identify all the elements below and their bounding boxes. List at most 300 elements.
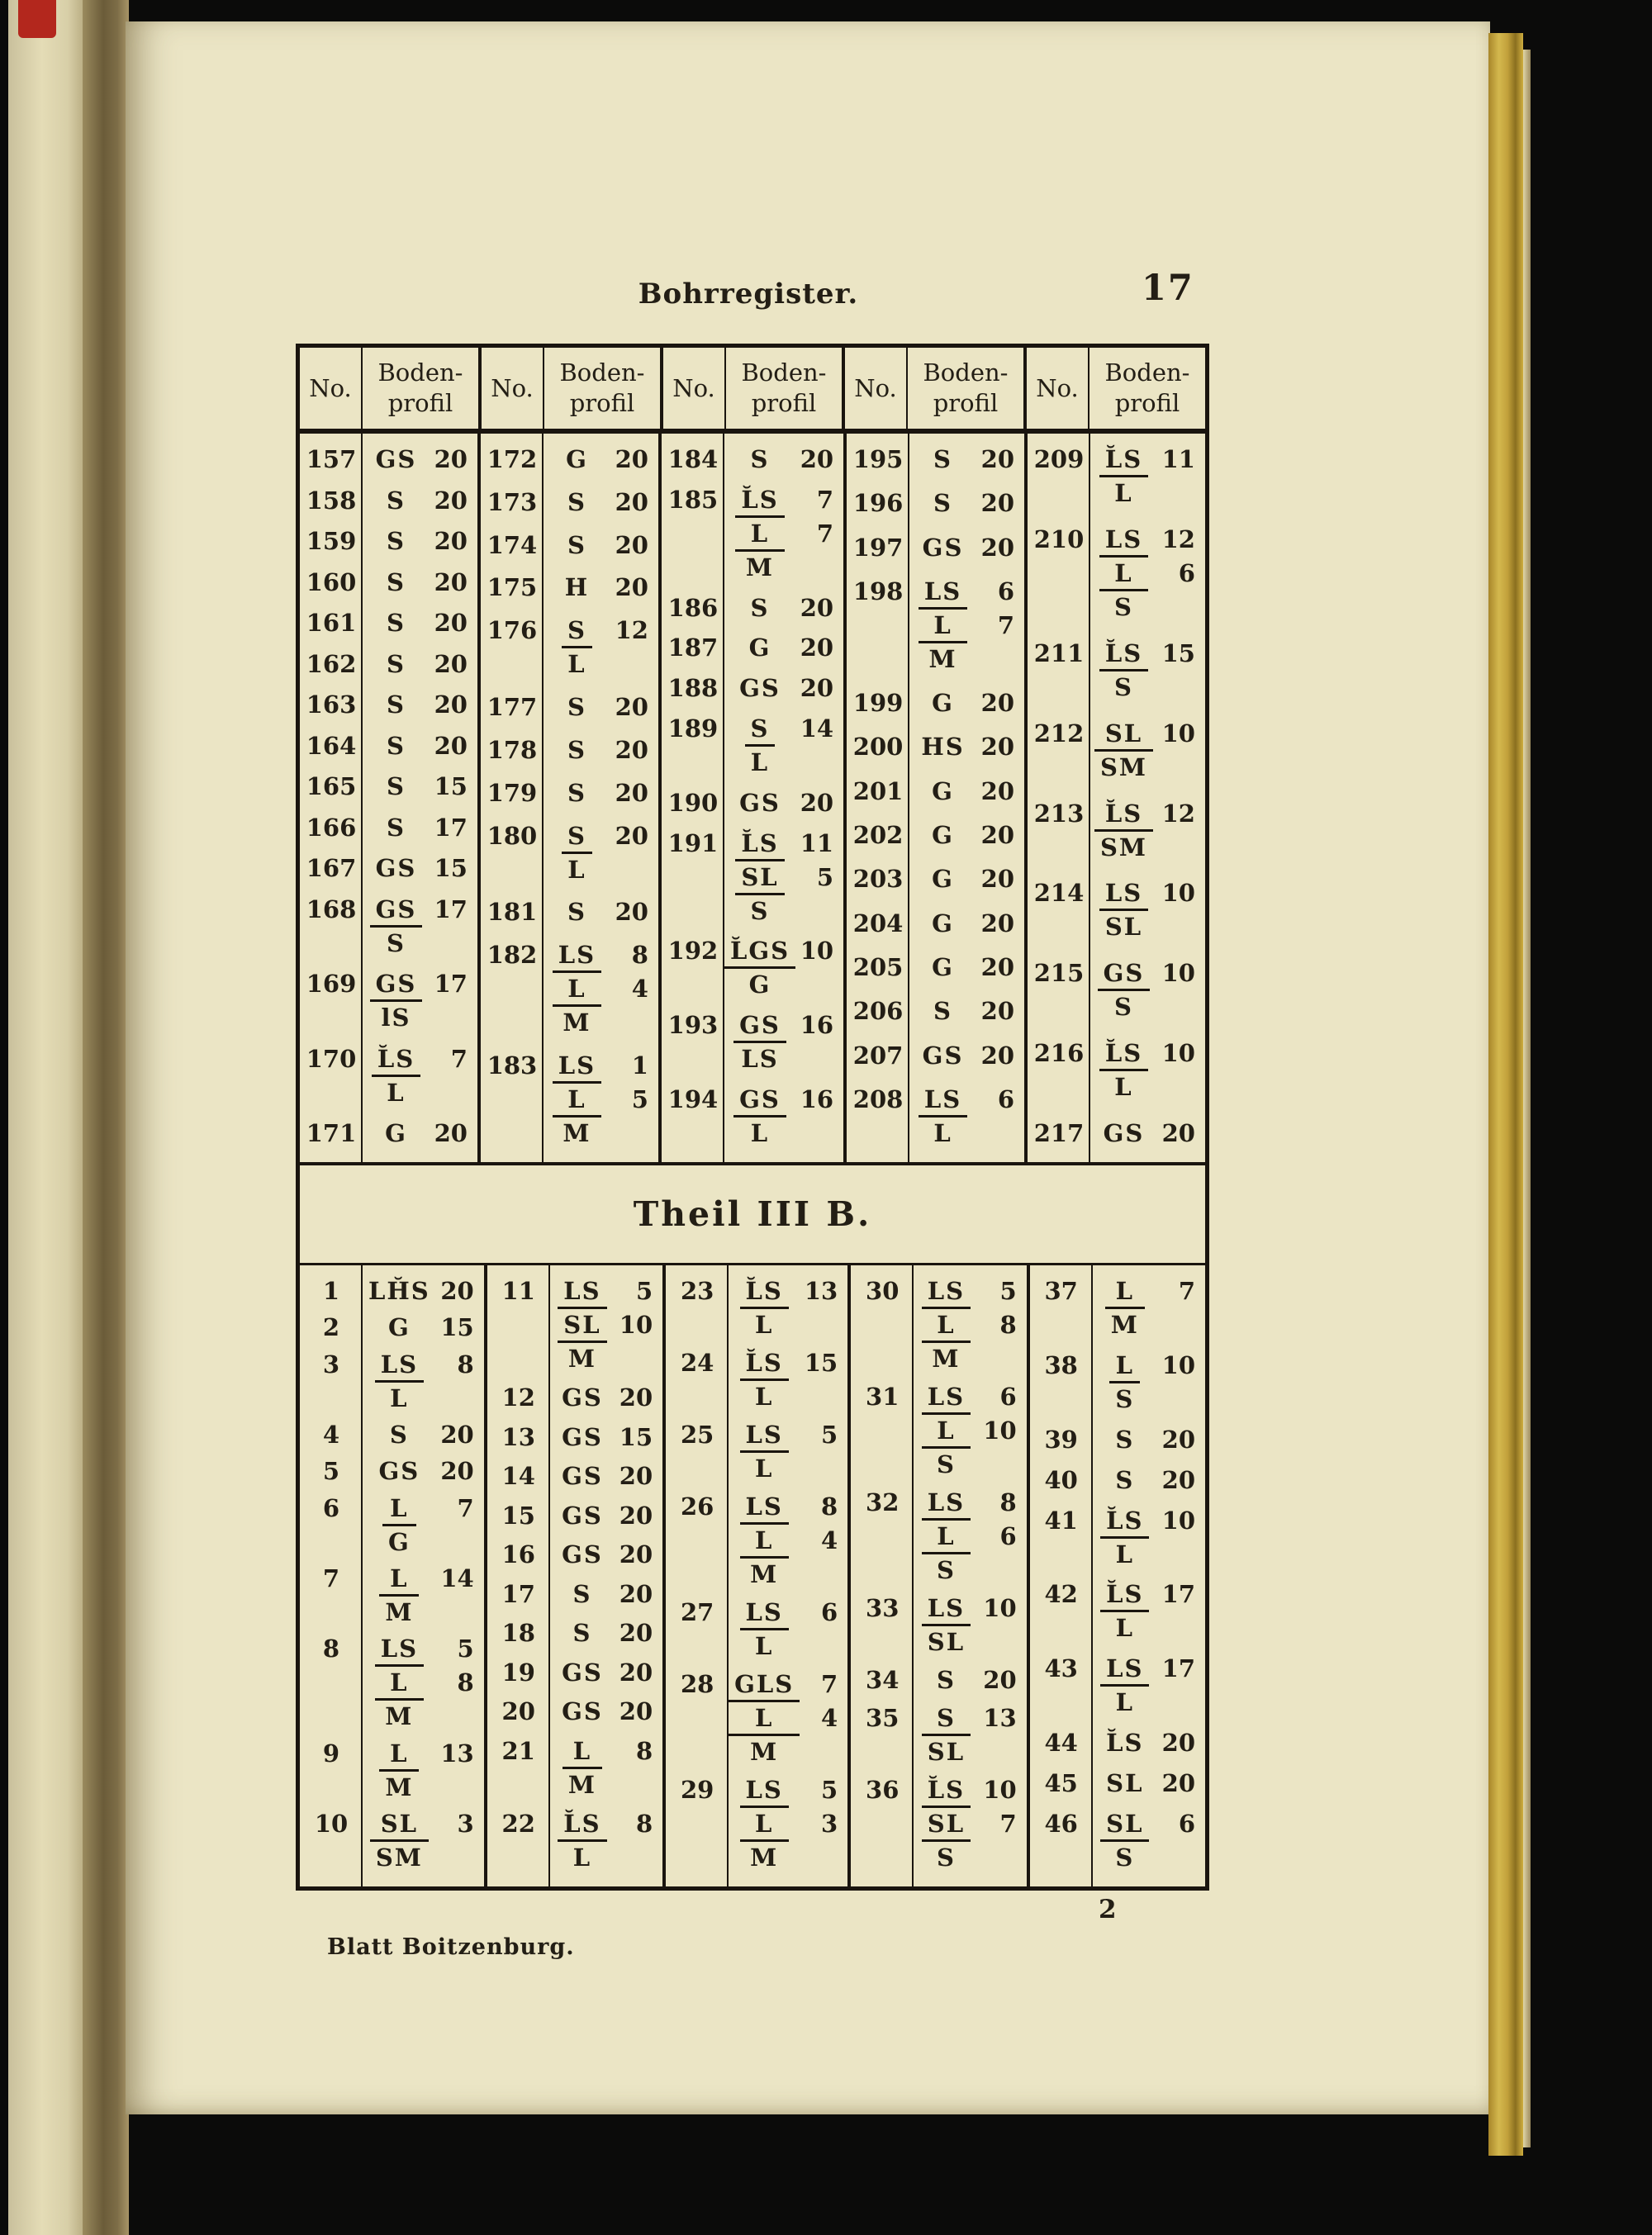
entry-profile — [550, 1275, 662, 1374]
profile-depth: 20 — [980, 952, 1015, 981]
profile-symbol: L — [1099, 555, 1148, 589]
entry-profile — [550, 1500, 662, 1531]
entry-profile — [724, 444, 843, 475]
bohr-entry — [1028, 798, 1205, 863]
profile-depth: 11 — [800, 828, 834, 857]
profile-symbol: M — [740, 1556, 789, 1590]
profile-symbol: M — [1105, 1307, 1145, 1341]
profile-depth: 20 — [615, 487, 648, 516]
profile-depth: 3 — [457, 1809, 474, 1838]
profile-depth: 7 — [1178, 1277, 1196, 1305]
bohr-entry — [300, 1738, 484, 1803]
profile-symbol: M — [553, 1004, 601, 1038]
entry-profile — [1093, 1768, 1205, 1799]
entry-no: 22 — [501, 1809, 535, 1838]
bohr-entry — [1030, 1653, 1205, 1718]
entry-profile — [550, 1382, 662, 1413]
bohr-entry — [1028, 1037, 1205, 1103]
profile-depth: 6 — [1178, 1809, 1196, 1838]
entry-no: 37 — [1044, 1277, 1078, 1305]
entry-no: 34 — [866, 1666, 900, 1694]
profile-symbol: GS — [562, 1658, 603, 1687]
profile-depth: 20 — [615, 898, 648, 927]
profile-depth — [610, 852, 648, 885]
table-column — [658, 434, 843, 1162]
profile-symbol: LS — [927, 1488, 966, 1516]
entry-no: 171 — [306, 1119, 357, 1147]
entry-no: 169 — [306, 970, 357, 998]
entry-profile — [1093, 1350, 1205, 1415]
entry-no: 206 — [852, 997, 904, 1026]
profile-depth: 7 — [999, 1810, 1017, 1838]
profile-symbol: S — [750, 445, 770, 473]
entry-no: 38 — [1044, 1350, 1078, 1379]
profile-depth: 15 — [619, 1422, 653, 1451]
bohr-entry — [300, 1563, 484, 1628]
bohr-entry — [1030, 1350, 1205, 1415]
bohr-entry — [300, 567, 477, 598]
entry-no: 216 — [1033, 1039, 1085, 1068]
profile-symbol: GLS — [734, 1670, 795, 1698]
profile-depth — [800, 1839, 838, 1873]
entry-no: 8 — [322, 1635, 340, 1663]
profile-depth: 5 — [999, 1277, 1017, 1305]
profile-symbol: S — [922, 1446, 971, 1480]
entry-no: 26 — [680, 1492, 714, 1521]
entry-profile — [724, 632, 843, 663]
entry-no: 46 — [1044, 1809, 1078, 1838]
profile-symbol: S — [1099, 589, 1148, 623]
bohr-entry — [851, 1487, 1026, 1586]
profile-depth: 17 — [1161, 1580, 1196, 1609]
entry-no: 42 — [1044, 1580, 1078, 1609]
profile-symbol: S — [567, 735, 586, 764]
profile-depth: 5 — [635, 1277, 653, 1305]
profile-depth: 17 — [1161, 1654, 1196, 1683]
entry-no: 208 — [852, 1084, 904, 1113]
entry-no: 213 — [1033, 799, 1085, 828]
entry-profile — [729, 1774, 847, 1873]
profile-depth: 20 — [980, 733, 1015, 762]
bohr-entry — [300, 525, 477, 557]
profile-symbol: M — [375, 1698, 424, 1732]
entry-profile — [909, 444, 1024, 475]
bohr-entry — [300, 485, 477, 516]
profile-depth — [795, 549, 833, 583]
profile-depth: 20 — [434, 567, 468, 596]
entry-no: 11 — [501, 1277, 535, 1305]
table-column — [484, 1265, 662, 1886]
bohr-entry — [481, 939, 658, 1038]
profile-depth: 5 — [816, 862, 834, 891]
entry-profile — [544, 939, 658, 1038]
entry-profile — [909, 731, 1024, 762]
bohr-entry — [487, 1275, 662, 1374]
profile-symbol: GS — [1103, 959, 1145, 988]
entry-profile — [1090, 877, 1205, 942]
profile-depth: 20 — [980, 689, 1015, 718]
profile-depth — [979, 1839, 1017, 1873]
profile-depth: 4 — [821, 1526, 838, 1554]
header-no: No. — [1027, 348, 1089, 429]
entry-no: 184 — [667, 445, 719, 473]
profile-depth: 4 — [821, 1704, 838, 1732]
bohr-entry — [662, 935, 843, 1000]
profile-symbol: LS — [745, 1598, 783, 1626]
entry-no: 176 — [487, 616, 538, 645]
bohr-entry — [300, 852, 477, 884]
profile-depth: 7 — [457, 1493, 474, 1522]
profile-depth: 20 — [615, 693, 648, 722]
profile-symbol: G — [932, 952, 954, 981]
bohr-entry — [481, 734, 658, 766]
header-pair — [1023, 348, 1205, 429]
profile-depth: 20 — [615, 445, 648, 473]
entry-profile — [729, 1275, 847, 1341]
profile-depth: 20 — [980, 445, 1015, 473]
profile-symbol: L — [372, 1075, 420, 1108]
bohr-entry — [481, 777, 658, 809]
profile-symbol: S — [389, 1420, 409, 1449]
profile-depth: 10 — [1161, 1506, 1196, 1535]
entry-no: 203 — [852, 865, 904, 894]
profile-depth — [1157, 909, 1195, 942]
bohr-entry — [666, 1668, 847, 1768]
entry-profile — [909, 1084, 1024, 1149]
table-column — [477, 434, 658, 1162]
profile-depth: 17 — [434, 813, 468, 842]
profile-symbol: L̆S — [563, 1809, 601, 1838]
profile-depth — [610, 646, 648, 680]
page-edges-highlight — [1523, 50, 1531, 2147]
profile-depth: 8 — [635, 1736, 653, 1765]
bohr-entry — [666, 1491, 847, 1590]
profile-symbol: L̆S — [745, 1349, 783, 1377]
profile-depth: 20 — [434, 445, 468, 473]
profile-symbol: L — [1100, 1684, 1149, 1718]
profile-symbol: S — [387, 486, 406, 515]
profile-symbol: SM — [1094, 749, 1153, 783]
profile-symbol: G — [724, 966, 795, 1000]
entry-no: 186 — [667, 593, 719, 622]
profile-depth — [1157, 1307, 1195, 1341]
profile-depth: 20 — [619, 1579, 653, 1608]
bohr-entry — [1030, 1727, 1205, 1758]
entry-profile — [1090, 718, 1205, 783]
profile-symbol: SM — [1094, 829, 1153, 863]
entry-no: 195 — [852, 445, 904, 473]
profile-symbol: GS — [1103, 1119, 1145, 1147]
profile-depth: 20 — [615, 735, 648, 764]
table-header-row — [300, 348, 1205, 434]
entry-no: 200 — [852, 733, 904, 762]
entry-no: 185 — [667, 485, 719, 514]
profile-symbol: L — [553, 1081, 601, 1115]
entry-no: 7 — [322, 1564, 340, 1592]
profile-depth: 7 — [816, 519, 834, 548]
profile-depth: 20 — [980, 865, 1015, 894]
bohr-entry — [487, 1657, 662, 1688]
profile-depth: 20 — [615, 821, 648, 850]
profile-depth — [976, 1115, 1014, 1149]
profile-symbol: M — [740, 1839, 789, 1873]
entry-no: 182 — [487, 941, 538, 970]
profile-symbol: S — [933, 997, 952, 1026]
entry-no: 1 — [322, 1277, 340, 1305]
profile-depth: 5 — [457, 1635, 474, 1663]
bohr-entry — [847, 908, 1024, 939]
profile-symbol: S — [1109, 1381, 1140, 1415]
bohr-entry — [487, 1500, 662, 1531]
bohr-entry — [666, 1275, 847, 1341]
entry-profile — [363, 485, 477, 516]
profile-depth — [430, 999, 468, 1033]
profile-depth — [1157, 1839, 1195, 1873]
red-bookmark — [18, 0, 56, 38]
entry-profile — [363, 1808, 484, 1873]
profile-depth — [795, 744, 833, 778]
profile-symbol: L — [922, 1307, 971, 1341]
profile-depth: 20 — [1161, 1465, 1196, 1494]
profile-depth — [1157, 589, 1195, 623]
profile-symbol: H — [564, 573, 590, 602]
entry-profile — [363, 852, 477, 884]
profile-symbol: L — [740, 1522, 789, 1556]
bohr-entry — [300, 1455, 484, 1487]
profile-symbol: LS — [733, 1041, 786, 1075]
profile-symbol: LS — [927, 1594, 966, 1622]
bohr-entry — [847, 995, 1024, 1027]
profile-depth — [1157, 1684, 1195, 1718]
entry-profile — [363, 648, 477, 680]
entry-profile — [544, 444, 658, 475]
profile-depth — [436, 1769, 474, 1803]
table-column — [300, 1265, 484, 1886]
profile-symbol: G — [748, 633, 771, 662]
bohr-entry — [1028, 638, 1205, 703]
profile-symbol: GS — [375, 445, 417, 473]
profile-symbol: G — [387, 1313, 411, 1342]
profile-depth: 20 — [615, 573, 648, 602]
profile-symbol: S — [922, 1552, 971, 1586]
entry-profile — [729, 1668, 847, 1768]
entry-profile — [724, 828, 843, 927]
profile-depth: 8 — [457, 1350, 474, 1378]
profile-symbol: L — [922, 1518, 971, 1552]
profile-depth: 20 — [1161, 1729, 1196, 1758]
profile-symbol: L — [740, 1450, 789, 1484]
profile-depth: 10 — [1161, 1039, 1195, 1068]
header-no: No. — [663, 348, 726, 429]
bohr-entry — [662, 1009, 843, 1075]
profile-symbol: L — [553, 970, 601, 1004]
entry-no: 165 — [306, 772, 357, 800]
profile-depth: 4 — [631, 975, 648, 1004]
header-bodenprofil: Boden- profil — [377, 358, 463, 417]
profile-depth — [1157, 1381, 1195, 1415]
profile-depth — [1157, 749, 1195, 783]
bohr-entry — [851, 1774, 1026, 1873]
entry-profile — [550, 1539, 662, 1570]
entry-profile — [544, 691, 658, 723]
bohr-entry — [666, 1774, 847, 1873]
profile-symbol: S — [1099, 669, 1148, 703]
profile-depth: 6 — [997, 1084, 1015, 1113]
profile-depth: 20 — [983, 1666, 1017, 1694]
profile-symbol: GS — [562, 1501, 603, 1530]
entry-profile — [909, 1040, 1024, 1071]
entry-no: 201 — [852, 776, 904, 805]
profile-depth: 8 — [457, 1668, 474, 1697]
entry-profile — [1093, 1505, 1205, 1570]
profile-symbol: L̆GS — [729, 937, 790, 966]
profile-symbol: SL — [1099, 909, 1148, 942]
profile-symbol: GS — [922, 533, 964, 562]
profile-depth: 20 — [980, 489, 1015, 518]
entry-profile — [363, 444, 477, 475]
profile-symbol: L — [390, 1739, 409, 1768]
entry-no: 205 — [852, 952, 904, 981]
bohr-entry — [481, 1050, 658, 1149]
entry-no: 166 — [306, 813, 357, 842]
entry-no: 24 — [680, 1349, 714, 1377]
profile-symbol: L̆S — [1104, 1039, 1143, 1068]
profile-symbol: M — [379, 1594, 419, 1628]
entry-no: 30 — [866, 1277, 900, 1305]
entry-profile — [1090, 524, 1205, 623]
entry-no: 16 — [501, 1540, 535, 1569]
entry-profile — [724, 713, 843, 778]
entry-profile — [550, 1696, 662, 1727]
profile-depth: 20 — [434, 649, 468, 678]
bohr-entry — [666, 1597, 847, 1662]
header-no: No. — [482, 348, 544, 429]
profile-symbol: LS — [563, 1277, 601, 1305]
bohr-entry — [847, 1040, 1024, 1071]
profile-symbol: lS — [370, 999, 423, 1033]
entry-profile — [909, 819, 1024, 851]
table-column — [843, 434, 1024, 1162]
bohr-entry — [300, 771, 477, 802]
entry-no: 28 — [680, 1670, 714, 1698]
profile-symbol: SL — [922, 1624, 971, 1658]
profile-depth — [800, 1307, 838, 1341]
profile-depth — [1157, 1069, 1195, 1103]
entry-profile — [909, 995, 1024, 1027]
entry-no: 19 — [501, 1658, 535, 1687]
bohr-entry — [1030, 1808, 1205, 1873]
entry-no: 197 — [852, 533, 904, 562]
bohr-entry — [662, 828, 843, 927]
entry-profile — [724, 1009, 843, 1075]
profile-depth: 12 — [615, 616, 648, 645]
profile-symbol: S — [1100, 1839, 1149, 1873]
header-bodenprofil: Boden- profil — [559, 358, 645, 417]
bohr-entry — [847, 731, 1024, 762]
bohr-entry — [851, 1275, 1026, 1374]
profile-depth — [1157, 829, 1195, 863]
bohr-entry — [1030, 1464, 1205, 1496]
entry-profile — [909, 532, 1024, 563]
profile-symbol: LS — [380, 1350, 419, 1378]
entry-no: 20 — [501, 1697, 535, 1726]
profile-symbol: SL — [380, 1809, 419, 1838]
profile-symbol: S — [567, 530, 586, 559]
entry-no: 173 — [487, 487, 538, 516]
entry-profile — [1093, 1808, 1205, 1873]
profile-depth: 20 — [619, 1501, 653, 1530]
profile-symbol: L̆S — [745, 1277, 783, 1305]
bohr-entry — [662, 444, 843, 475]
bohr-entry — [487, 1421, 662, 1453]
profile-symbol: SL — [735, 859, 784, 893]
entry-profile — [909, 576, 1024, 675]
profile-symbol: GS — [375, 894, 417, 923]
profile-symbol: S — [572, 1619, 592, 1648]
profile-depth — [795, 893, 833, 927]
profile-symbol: SM — [370, 1839, 429, 1873]
entry-no: 177 — [487, 693, 538, 722]
entry-no: 6 — [322, 1493, 340, 1522]
profile-symbol: L̆S — [1104, 445, 1143, 473]
bohr-entry — [662, 1084, 843, 1149]
profile-depth: 15 — [1161, 638, 1195, 667]
entry-no: 178 — [487, 735, 538, 764]
entry-no: 10 — [314, 1809, 349, 1838]
entry-no: 192 — [667, 937, 719, 966]
entry-profile — [729, 1491, 847, 1590]
profile-depth — [1157, 1536, 1195, 1570]
profile-depth: 13 — [983, 1704, 1017, 1732]
profile-symbol: GS — [739, 674, 781, 703]
profile-symbol: L̆S — [1106, 1580, 1144, 1609]
entry-profile — [363, 1312, 484, 1343]
profile-depth: 13 — [440, 1739, 474, 1768]
profile-symbol: GS — [562, 1383, 603, 1412]
profile-symbol: LS — [745, 1492, 783, 1521]
profile-symbol: G — [932, 821, 954, 850]
entry-profile — [724, 592, 843, 624]
profile-symbol: SL — [1104, 719, 1143, 747]
entry-profile — [724, 935, 843, 1000]
bohr-entry — [1030, 1424, 1205, 1455]
profile-symbol: LS — [1104, 879, 1143, 908]
profile-symbol: S — [750, 714, 770, 743]
bohr-entry — [851, 1664, 1026, 1696]
profile-symbol: L — [1115, 1277, 1135, 1305]
profile-symbol: L̆S — [1106, 1506, 1144, 1535]
bohr-entry — [487, 1808, 662, 1873]
profile-symbol: GS — [739, 1084, 781, 1113]
profile-depth — [976, 641, 1014, 675]
profile-depth: 15 — [804, 1349, 838, 1377]
bohr-entry — [1030, 1275, 1205, 1341]
bohr-entry — [662, 592, 843, 624]
profile-symbol: GS — [562, 1697, 603, 1726]
profile-depth: 16 — [800, 1084, 834, 1113]
entry-profile — [363, 1043, 477, 1108]
profile-depth — [436, 1839, 474, 1873]
profile-symbol: L̆S — [1104, 638, 1143, 667]
bohr-entry — [300, 444, 477, 475]
entry-profile — [363, 1633, 484, 1732]
profile-symbol: S — [387, 690, 406, 719]
entry-no: 40 — [1044, 1465, 1078, 1494]
profile-symbol: S — [387, 609, 406, 637]
profile-depth: 20 — [980, 821, 1015, 850]
profile-symbol: GS — [739, 1011, 781, 1040]
bohr-entry — [481, 529, 658, 561]
